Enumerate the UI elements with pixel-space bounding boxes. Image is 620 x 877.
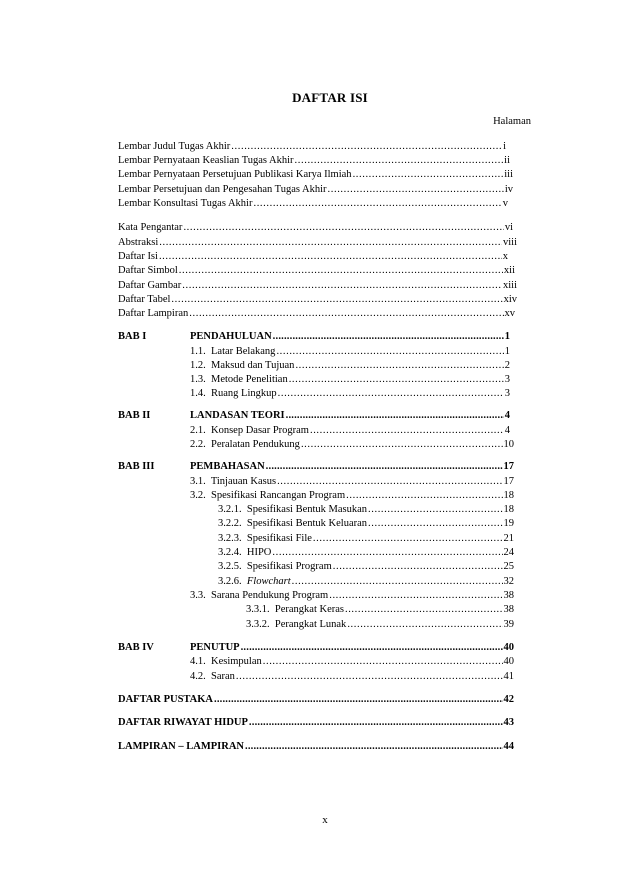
toc-entry: 2.1. Konsep Dasar Program ..... 4 — [190, 424, 510, 438]
toc-entry: 1.1. Latar Belakang ..... 1 — [190, 345, 510, 359]
toc-entry: DAFTAR PUSTAKA ..... 42 — [118, 693, 514, 707]
toc-entry: Abstraksi ..... viii — [118, 236, 517, 250]
page-column-header: Halaman — [493, 116, 531, 127]
toc-entry: Daftar Simbol ..... xii — [118, 264, 515, 278]
toc-entry: Daftar Isi ..... x — [118, 250, 508, 264]
toc-entry: 3.2.6. Flowchart ..... 32 — [218, 575, 514, 589]
toc-entry: DAFTAR RIWAYAT HIDUP ..... 43 — [118, 716, 514, 730]
toc-entry: Daftar Lampiran ..... xv — [118, 307, 515, 321]
toc-entry: Kata Pengantar ..... vi — [118, 221, 513, 235]
toc-entry: Daftar Tabel ..... xiv — [118, 293, 517, 307]
toc-entry: 4.2. Saran ..... 41 — [190, 670, 514, 684]
toc-entry: 3.3. Sarana Pendukung Program ..... 38 — [190, 589, 514, 603]
chapter-label: BAB I — [118, 331, 147, 342]
toc-entry: 3.3.1. Perangkat Keras ..... 38 — [246, 603, 514, 617]
toc-entry: 3.1. Tinjauan Kasus ..... 17 — [190, 475, 514, 489]
toc-entry: 3.2.4. HIPO ..... 24 — [218, 546, 514, 560]
toc-entry: 3.2.1. Spesifikasi Bentuk Masukan ..... 18 — [218, 503, 514, 517]
chapter-entry: PENUTUP ..... 40 — [190, 641, 514, 655]
chapter-label: BAB IV — [118, 642, 154, 653]
toc-entry: Daftar Gambar ..... xiii — [118, 279, 517, 293]
chapter-entry: PEMBAHASAN ..... 17 — [190, 460, 514, 474]
toc-entry: 3.2.5. Spesifikasi Program ..... 25 — [218, 560, 514, 574]
toc-entry: Lembar Pernyataan Persetujuan Publikasi Karya Ilmiah ..... iii — [118, 168, 513, 182]
toc-entry: 1.4. Ruang Lingkup ..... 3 — [190, 387, 510, 401]
toc-entry: Lembar Pernyataan Keaslian Tugas Akhir ..... ii — [118, 154, 510, 168]
toc-entry: 3.2. Spesifikasi Rancangan Program ..... 18 — [190, 489, 514, 503]
chapter-entry: LANDASAN TEORI ..... 4 — [190, 409, 510, 423]
toc-entry: 4.1. Kesimpulan ..... 40 — [190, 655, 514, 669]
page-number: x — [322, 814, 328, 826]
toc-entry: Lembar Persetujuan dan Pengesahan Tugas Akhir ..... iv — [118, 183, 513, 197]
chapter-entry: PENDAHULUAN ..... 1 — [190, 330, 510, 344]
toc-entry: 3.2.3. Spesifikasi File ..... 21 — [218, 532, 514, 546]
toc-entry: 2.2. Peralatan Pendukung ..... 10 — [190, 438, 514, 452]
toc-entry: LAMPIRAN – LAMPIRAN ..... 44 — [118, 740, 514, 754]
chapter-label: BAB II — [118, 410, 151, 421]
toc-entry: Lembar Judul Tugas Akhir ..... i — [118, 140, 506, 154]
toc-entry: Lembar Konsultasi Tugas Akhir ..... v — [118, 197, 508, 211]
toc-entry: 3.2.2. Spesifikasi Bentuk Keluaran ..... 19 — [218, 517, 514, 531]
page-title: DAFTAR ISI — [292, 90, 368, 105]
toc-entry: 1.2. Maksud dan Tujuan ..... 2 — [190, 359, 510, 373]
chapter-label: BAB III — [118, 461, 155, 472]
toc-entry: 1.3. Metode Penelitian ..... 3 — [190, 373, 510, 387]
toc-entry: 3.3.2. Perangkat Lunak ..... 39 — [246, 618, 514, 632]
